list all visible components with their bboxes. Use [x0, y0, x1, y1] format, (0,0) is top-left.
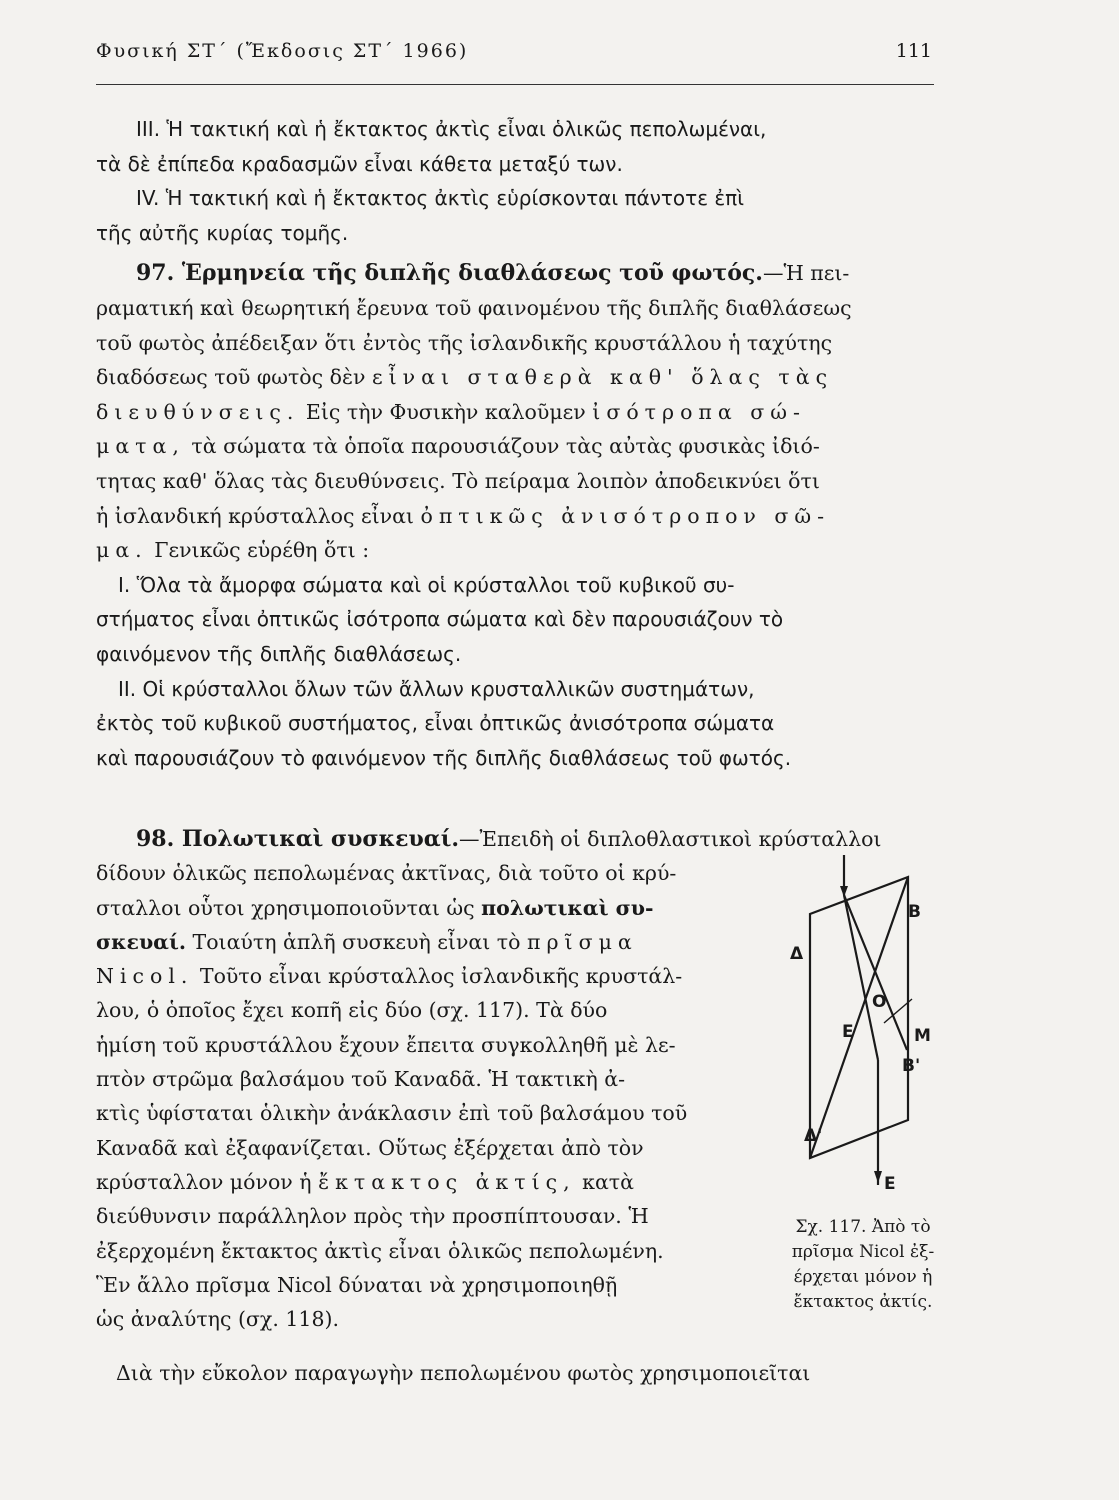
para-iv-line-2: τῆς αὐτῆς κυρίας τομῆς.: [96, 220, 349, 245]
label-e-out: Ε: [884, 1174, 896, 1194]
sec97-heading: 97. Ἑρμηνεία τῆς διπλῆς διαθλάσεως τοῦ φωτός.: [136, 260, 763, 287]
rule-ii-line-2: ἐκτὸς τοῦ κυβικοῦ συστήματος, εἶναι ὀπτικῶς ἀνισότροπα σώματα: [96, 711, 775, 736]
label-delta: Δ: [790, 944, 804, 964]
label-b-prime: Β': [902, 1056, 921, 1076]
sec98-line-2: δίδουν ὁλικῶς πεπολωμένας ἀκτῖνας, διὰ τοῦτο οἱ κρύ-: [96, 861, 677, 886]
figure-caption: Σχ. 117. Ἀπὸ τὸ πρῖσμα Nicol ἐξ- έρχεται μόνον ἡ ἔκτακτος ἀκτίς.: [791, 1217, 935, 1312]
para-iii-line-1: ΙΙΙ. Ἡ τακτική καὶ ἡ ἔκτακτος ἀκτὶς εἶναι ὁλικῶς πεπολωμέναι,: [136, 117, 767, 141]
header-title: Φυσική ΣΤ΄ (Ἔκδοσις ΣΤ΄ 1966): [96, 40, 469, 62]
sec98-line-5: Nicol. Τοῦτο εἶναι κρύσταλλος ἰσλανδικῆς κρυστάλ-: [96, 964, 683, 989]
sec97-line-5: διευθύνσεις. Εἰς τὴν Φυσικὴν καλοῦμεν ἰσότροπα σώ-: [96, 399, 806, 424]
arrow-head: [874, 1171, 882, 1183]
final-line: Διὰ τὴν εὔκολον παραγωγὴν πεπολωμένου φωτὸς χρησιμοποιεῖται: [116, 1361, 811, 1385]
main-text: [96, 112, 936, 775]
sec97-line-1: 97. Ἑρμηνεία τῆς διπλῆς διαθλάσεως τοῦ φωτός.—Ἡ πει-: [136, 260, 850, 287]
spaced-emphasis: πρῖσμα: [527, 929, 638, 954]
sec98-line-10: Καναδᾶ καὶ ἐξαφανίζεται. Οὕτως ἐξέρχεται ἀπὸ τὸν: [96, 1135, 644, 1160]
rule-ii-line-3: καὶ παρουσιάζουν τὸ φαινόμενον τῆς διπλῆς διαθλάσεως τοῦ φωτός.: [96, 745, 792, 770]
bold-term: σκευαί.: [96, 929, 186, 954]
sec98-line-14: Ἓν ἄλλο πρῖσμα Nicol δύναται νὰ χρησιμοποιηθῇ: [96, 1272, 618, 1297]
arrow-head: [840, 886, 848, 897]
sec98-line-9: κτὶς ὑφίσταται ὁλικὴν ἀνάκλασιν ἐπὶ τοῦ βαλσάμου τοῦ: [96, 1101, 688, 1126]
spaced-emphasis: ὀπτικῶς ἀνισότροπον σῶ-: [420, 503, 831, 528]
nicol-prism-figure: [780, 855, 960, 1195]
spaced-emphasis: ἔκτακτος ἀκτίς,: [318, 1169, 576, 1194]
running-header: [96, 40, 932, 62]
spaced-emphasis: ἰσότροπα σώ-: [592, 399, 806, 424]
rule-i-line-3: φαινόμενον τῆς διπλῆς διαθλάσεως.: [96, 641, 462, 666]
sec98-line-8: πτὸν στρῶμα βαλσάμου τοῦ Καναδᾶ. Ἡ τακτικὴ ἀ-: [96, 1067, 626, 1092]
sec98-line-13: ἐξερχομένη ἔκτακτος ἀκτὶς εἶναι ὁλικῶς πεπολωμένη.: [96, 1238, 664, 1263]
header-rule: [96, 84, 934, 85]
spaced-emphasis: εἶναι σταθερὰ καθ' ὅλας τὰς: [371, 365, 834, 390]
sec98-line-12: διεύθυνσιν παράλληλον πρὸς τὴν προσπίπτουσαν. Ἡ: [96, 1204, 649, 1229]
sec98-line-1: 98. Πολωτικαὶ συσκευαί.—Ἐπειδὴ οἱ διπλοθλαστικοὶ κρύσταλλοι: [136, 826, 882, 852]
label-e: Ε: [842, 1022, 854, 1042]
sec97-line-9: μα. Γενικῶς εὑρέθη ὅτι :: [96, 538, 370, 563]
sec98-line-11: κρύσταλλον μόνον ἡ ἔκτακτος ἀκτίς, κατὰ: [96, 1169, 634, 1194]
label-m: Μ: [914, 1026, 931, 1046]
spaced-emphasis: ματα,: [96, 434, 185, 459]
sec98-heading: 98. Πολωτικαὶ συσκευαί.: [136, 826, 459, 852]
sec98-line-15: ὡς ἀναλύτης (σχ. 118).: [96, 1307, 340, 1332]
label-o: Ο: [872, 992, 887, 1012]
sec98-line-6: λου, ὁ ὁποῖος ἔχει κοπῆ εἰς δύο (σχ. 117). Τὰ δύο: [96, 998, 608, 1023]
sec97-line-6: ματα, τὰ σώματα τὰ ὁποῖα παρουσιάζουν τὰς αὐτὰς φυσικὰς ἰδιό-: [96, 434, 820, 459]
sec97-line-3: τοῦ φωτὸς ἀπέδειξαν ὅτι ἐντὸς τῆς ἰσλανδικῆς κρυστάλλου ἡ ταχύτης: [96, 330, 833, 355]
para-iii-line-2: τὰ δὲ ἐπίπεδα κραδασμῶν εἶναι κάθετα μεταξύ των.: [96, 151, 623, 176]
sec98-line-7: ἡμίση τοῦ κρυστάλλου ἔχουν ἔπειτα συγκολληθῆ μὲ λε-: [96, 1032, 676, 1057]
bold-term: πολωτικαὶ συ-: [481, 895, 654, 920]
rule-i-line-2: στήματος εἶναι ὀπτικῶς ἰσότροπα σώματα καὶ δὲν παρουσιάζουν τὸ: [96, 607, 784, 632]
rule-ii-line-1: ΙΙ. Οἱ κρύσταλλοι ὅλων τῶν ἄλλων κρυσταλλικῶν συστημάτων,: [118, 676, 755, 701]
sec97-line-4: διαδόσεως τοῦ φωτὸς δὲν εἶναι σταθερὰ καθ' ὅλας τὰς: [96, 365, 834, 390]
rule-i-line-1: Ι. Ὅλα τὰ ἄμορφα σώματα καὶ οἱ κρύσταλλοι τοῦ κυβικοῦ συ-: [118, 572, 735, 597]
sec97-line-2: ραματική καὶ θεωρητική ἔρευνα τοῦ φαινομένου τῆς διπλῆς διαθλάσεως: [96, 295, 852, 320]
label-delta-prime: Δ': [804, 1126, 823, 1146]
spaced-emphasis: μα.: [96, 538, 148, 563]
label-b: Β: [908, 902, 921, 922]
sec98-line-4: σκευαί. Τοιαύτη ἁπλῆ συσκευὴ εἶναι τὸ πρῖσμα: [96, 929, 638, 954]
spaced-emphasis: διευθύνσεις.: [96, 399, 300, 424]
sec97-line-7: τητας καθ' ὅλας τὰς διευθύνσεις. Τὸ πείραμα λοιπὸν ἀποδεικνύει ὅτι: [96, 468, 820, 493]
sec97-line-8: ἡ ἰσλανδική κρύσταλλος εἶναι ὀπτικῶς ἀνισότροπον σῶ-: [96, 503, 831, 528]
sec98-line-3: σταλλοι οὗτοι χρησιμοποιοῦνται ὡς πολωτικαὶ συ-: [96, 895, 654, 920]
page-number: 111: [895, 40, 932, 62]
para-iv-line-1: ΙV. Ἡ τακτική καὶ ἡ ἔκτακτος ἀκτὶς εὑρίσκονται πάντοτε ἐπὶ: [136, 186, 744, 211]
spaced-emphasis: Nicol.: [96, 964, 194, 989]
